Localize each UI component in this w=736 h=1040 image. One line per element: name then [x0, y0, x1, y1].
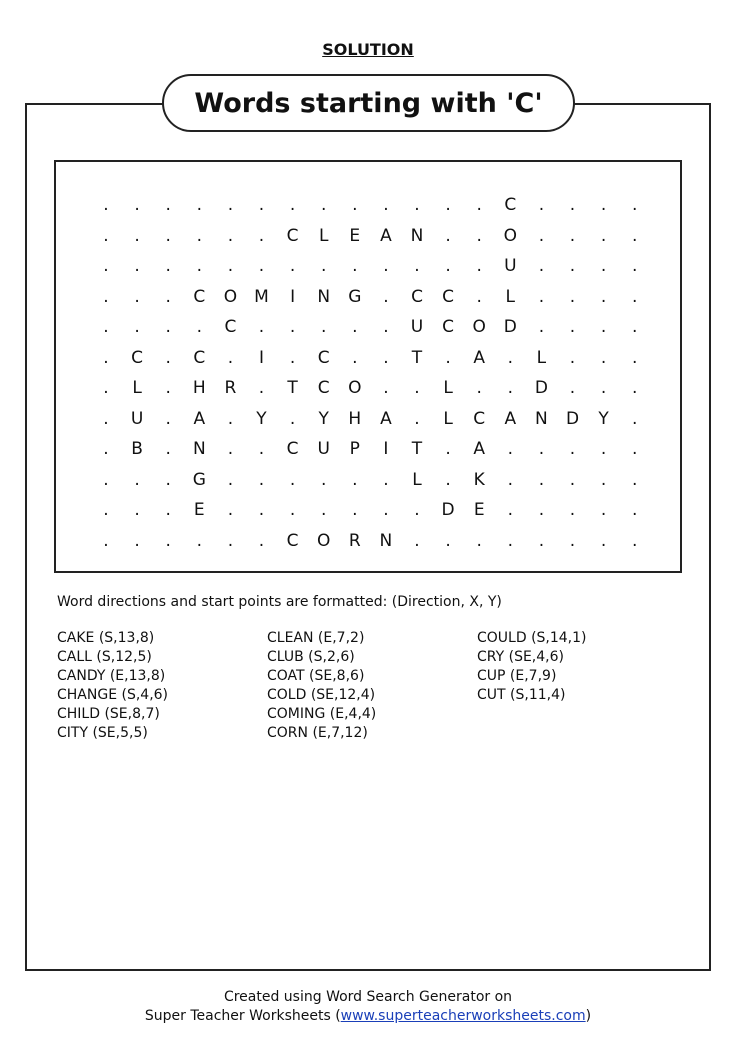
- grid-dot: .: [383, 469, 389, 490]
- grid-dot: .: [196, 225, 202, 246]
- grid-dot: .: [258, 317, 265, 337]
- grid-dot: .: [538, 225, 545, 246]
- grid-dot: .: [289, 408, 296, 429]
- word-list-column-2: [267, 629, 376, 743]
- grid-dot: .: [196, 317, 202, 337]
- grid-dot: .: [445, 530, 451, 551]
- grid-dot: .: [569, 378, 576, 398]
- grid-letter: L: [443, 408, 453, 429]
- grid-dot: .: [538, 317, 545, 337]
- grid-dot: .: [569, 500, 576, 520]
- grid-letter: O: [348, 378, 362, 398]
- grid-dot: .: [196, 530, 202, 551]
- word-list-item: COAT (SE,8,6): [267, 668, 365, 684]
- grid-letter: T: [411, 347, 423, 368]
- grid-dot: .: [569, 256, 576, 276]
- word-list-item: CITY (SE,5,5): [57, 725, 148, 741]
- grid-dot: .: [476, 286, 482, 307]
- grid-dot: .: [538, 286, 545, 307]
- grid-dot: .: [320, 500, 327, 520]
- grid-dot: .: [227, 530, 234, 551]
- grid-letter: G: [192, 469, 206, 490]
- grid-letter: N: [317, 286, 331, 307]
- grid-dot: .: [383, 317, 389, 337]
- grid-dot: .: [600, 500, 607, 520]
- grid-dot: .: [600, 195, 607, 215]
- grid-letter: Y: [318, 408, 329, 429]
- grid-dot: .: [103, 195, 109, 215]
- grid-letter: L: [505, 286, 516, 307]
- grid-dot: .: [569, 317, 576, 337]
- grid-dot: .: [383, 256, 389, 276]
- grid-letter: C: [317, 378, 330, 398]
- grid-letter: B: [131, 439, 143, 459]
- grid-dot: .: [134, 469, 140, 490]
- grid-letter: T: [411, 439, 423, 459]
- grid-dot: .: [631, 469, 638, 490]
- grid-letter: C: [286, 225, 299, 246]
- grid-dot: .: [631, 378, 638, 398]
- grid-dot: .: [476, 225, 482, 246]
- grid-dot: .: [289, 317, 296, 337]
- grid-dot: .: [103, 378, 109, 398]
- grid-dot: .: [445, 469, 451, 490]
- grid-letter: A: [473, 347, 485, 368]
- grid-letter: H: [348, 408, 362, 429]
- grid-dot: .: [103, 530, 109, 551]
- grid-dot: .: [165, 469, 171, 490]
- grid-dot: .: [289, 469, 296, 490]
- word-list-item: CAKE (S,13,8): [57, 630, 155, 646]
- grid-dot: .: [103, 347, 109, 368]
- grid-letter: C: [473, 408, 486, 429]
- grid-dot: .: [476, 378, 482, 398]
- grid-dot: .: [631, 225, 638, 246]
- word-list-column-1: [57, 629, 168, 743]
- grid-dot: .: [103, 439, 109, 459]
- word-list-item: CUT (S,11,4): [477, 687, 566, 703]
- grid-letter: U: [504, 256, 517, 276]
- grid-dot: .: [289, 347, 296, 368]
- grid-dot: .: [507, 500, 513, 520]
- grid-dot: .: [476, 256, 482, 276]
- grid-dot: .: [320, 256, 327, 276]
- grid-dot: .: [165, 347, 171, 368]
- grid-dot: .: [258, 530, 265, 551]
- grid-dot: .: [569, 225, 576, 246]
- word-list-item: COLD (SE,12,4): [267, 687, 376, 703]
- grid-dot: .: [538, 500, 545, 520]
- grid-letter: Y: [598, 408, 609, 429]
- grid-letter: D: [565, 408, 580, 429]
- word-list-item: CORN (E,7,12): [267, 725, 368, 741]
- grid-dot: .: [352, 347, 358, 368]
- grid-dot: .: [165, 408, 171, 429]
- grid-dot: .: [445, 225, 451, 246]
- grid-letter: L: [132, 378, 142, 398]
- grid-dot: .: [414, 195, 420, 215]
- footer-site-link[interactable]: www.superteacherworksheets.com: [340, 1008, 586, 1024]
- grid-letter: A: [193, 408, 206, 429]
- grid-letter: N: [192, 439, 206, 459]
- grid-dot: .: [165, 378, 171, 398]
- grid-dot: .: [320, 317, 327, 337]
- grid-dot: .: [134, 286, 140, 307]
- grid-dot: .: [103, 317, 109, 337]
- grid-letter: U: [317, 439, 330, 459]
- grid-dot: .: [569, 439, 576, 459]
- footer-site-line: [0, 1008, 736, 1024]
- grid-letter: C: [286, 530, 299, 551]
- grid-dot: .: [631, 317, 638, 337]
- word-list-item: CHILD (SE,8,7): [57, 706, 160, 722]
- grid-dot: .: [103, 225, 109, 246]
- grid-dot: .: [600, 317, 607, 337]
- grid-letter: A: [380, 225, 392, 246]
- grid-dot: .: [352, 500, 358, 520]
- grid-dot: .: [227, 439, 234, 459]
- grid-dot: .: [631, 347, 638, 368]
- grid-dot: .: [383, 195, 389, 215]
- grid-dot: .: [320, 195, 327, 215]
- grid-dot: .: [631, 195, 638, 215]
- grid-dot: .: [227, 500, 234, 520]
- word-list-item: CUP (E,7,9): [477, 668, 557, 684]
- grid-dot: .: [134, 317, 140, 337]
- word-list-item: COULD (S,14,1): [477, 630, 587, 646]
- word-list-item: CALL (S,12,5): [57, 649, 152, 665]
- word-list-item: CLEAN (E,7,2): [267, 630, 365, 646]
- word-list-item: CRY (SE,4,6): [477, 649, 564, 665]
- grid-dot: .: [196, 256, 202, 276]
- worksheet-title-text: Words starting with 'C': [194, 87, 543, 119]
- grid-dot: .: [631, 439, 638, 459]
- grid-dot: .: [414, 256, 420, 276]
- grid-letter: C: [224, 317, 237, 337]
- grid-letter: T: [287, 378, 298, 398]
- grid-letter: N: [410, 225, 424, 246]
- grid-dot: .: [538, 195, 545, 215]
- grid-dot: .: [414, 408, 420, 429]
- grid-letter: C: [411, 286, 423, 307]
- grid-dot: .: [103, 500, 109, 520]
- grid-dot: .: [600, 378, 607, 398]
- grid-dot: .: [383, 347, 389, 368]
- grid-letter: R: [348, 530, 361, 551]
- grid-letter: H: [192, 378, 206, 398]
- grid-dot: .: [538, 469, 545, 490]
- grid-dot: .: [507, 347, 513, 368]
- grid-dot: .: [227, 469, 234, 490]
- grid-dot: .: [631, 500, 638, 520]
- grid-dot: .: [289, 195, 296, 215]
- grid-letter: Y: [256, 408, 267, 429]
- grid-dot: .: [165, 500, 171, 520]
- grid-dot: .: [507, 378, 513, 398]
- grid-dot: .: [414, 500, 420, 520]
- grid-dot: .: [600, 347, 607, 368]
- grid-dot: .: [352, 256, 358, 276]
- grid-dot: .: [103, 469, 109, 490]
- grid-letter: N: [379, 530, 393, 551]
- grid-letter: I: [383, 439, 389, 459]
- worksheet-title: [162, 74, 575, 132]
- grid-dot: .: [569, 469, 576, 490]
- grid-dot: .: [165, 256, 171, 276]
- footer-credit-line: Created using Word Search Generator on: [223, 989, 513, 1005]
- grid-letter: D: [503, 317, 517, 337]
- grid-dot: .: [134, 256, 140, 276]
- grid-letter: L: [412, 469, 422, 490]
- grid-dot: .: [352, 469, 358, 490]
- solution-heading: SOLUTION: [322, 40, 414, 59]
- grid-dot: .: [258, 500, 265, 520]
- grid-dot: .: [600, 530, 607, 551]
- grid-dot: .: [600, 469, 607, 490]
- grid-letter: D: [441, 500, 455, 520]
- grid-dot: .: [289, 500, 296, 520]
- word-search-grid: [54, 160, 682, 573]
- grid-dot: .: [383, 378, 389, 398]
- grid-dot: .: [476, 530, 482, 551]
- word-list-item: CANDY (E,13,8): [57, 668, 166, 684]
- grid-dot: .: [538, 530, 545, 551]
- grid-letter: E: [349, 225, 361, 246]
- grid-dot: .: [631, 256, 638, 276]
- grid-dot: .: [227, 256, 234, 276]
- grid-letter: C: [504, 195, 517, 215]
- grid-dot: .: [507, 530, 513, 551]
- grid-dot: .: [631, 408, 638, 429]
- grid-letter: I: [258, 347, 264, 368]
- grid-dot: .: [569, 286, 576, 307]
- grid-letter: L: [536, 347, 547, 368]
- grid-letter: G: [348, 286, 362, 307]
- grid-letter: A: [504, 408, 517, 429]
- grid-dot: .: [600, 225, 607, 246]
- direction-format-note: Word directions and start points are formatted: (Direction, X, Y): [57, 594, 502, 610]
- grid-letter: C: [442, 317, 455, 337]
- word-list-column-3: [477, 629, 587, 705]
- grid-letter: R: [224, 378, 237, 398]
- grid-dot: .: [258, 256, 265, 276]
- grid-dot: .: [227, 347, 234, 368]
- grid-dot: .: [165, 225, 171, 246]
- grid-dot: .: [165, 195, 171, 215]
- grid-dot: .: [289, 256, 296, 276]
- grid-dot: .: [134, 195, 140, 215]
- grid-letter: C: [193, 347, 206, 368]
- grid-letter: O: [472, 317, 486, 337]
- grid-dot: .: [134, 530, 140, 551]
- grid-dot: .: [631, 530, 638, 551]
- grid-letter: N: [535, 408, 548, 429]
- grid-dot: .: [600, 286, 607, 307]
- grid-dot: .: [165, 530, 171, 551]
- grid-dot: .: [600, 439, 607, 459]
- grid-letter: E: [193, 500, 205, 520]
- grid-dot: .: [507, 439, 513, 459]
- grid-letter: A: [380, 408, 392, 429]
- grid-dot: .: [631, 286, 638, 307]
- grid-dot: .: [196, 195, 202, 215]
- grid-dot: .: [165, 317, 171, 337]
- grid-dot: .: [134, 225, 140, 246]
- grid-dot: .: [103, 408, 109, 429]
- grid-dot: .: [134, 500, 140, 520]
- grid-letter: U: [130, 408, 144, 429]
- footer-site-suffix: ): [585, 1008, 592, 1024]
- grid-dot: .: [445, 256, 451, 276]
- grid-dot: .: [569, 530, 576, 551]
- grid-letter: C: [442, 286, 455, 307]
- grid-dot: .: [383, 286, 389, 307]
- grid-dot: .: [320, 469, 327, 490]
- grid-letter: O: [316, 530, 331, 551]
- grid-dot: .: [445, 347, 451, 368]
- grid-dot: .: [258, 225, 265, 246]
- grid-letter: D: [534, 378, 548, 398]
- grid-dot: .: [445, 195, 451, 215]
- grid-letter: C: [193, 286, 206, 307]
- grid-letter: U: [410, 317, 424, 337]
- grid-dot: .: [227, 195, 234, 215]
- grid-letter: O: [503, 225, 517, 246]
- grid-dot: .: [352, 195, 358, 215]
- word-list-item: COMING (E,4,4): [267, 706, 377, 722]
- grid-letter: L: [443, 378, 453, 398]
- grid-dot: .: [600, 256, 607, 276]
- grid-dot: .: [258, 195, 265, 215]
- grid-dot: .: [165, 286, 171, 307]
- grid-dot: .: [165, 439, 171, 459]
- footer-site-prefix: Super Teacher Worksheets (: [144, 1008, 341, 1024]
- word-list-item: CHANGE (S,4,6): [57, 687, 169, 703]
- grid-dot: .: [538, 256, 545, 276]
- grid-dot: .: [445, 439, 451, 459]
- grid-dot: .: [383, 500, 389, 520]
- grid-dot: .: [569, 347, 576, 368]
- grid-dot: .: [258, 439, 265, 459]
- grid-dot: .: [569, 195, 576, 215]
- grid-dot: .: [538, 439, 545, 459]
- grid-letter: C: [317, 347, 330, 368]
- grid-letter: K: [473, 469, 485, 490]
- grid-dot: .: [352, 317, 358, 337]
- grid-dot: .: [258, 378, 265, 398]
- grid-letter: E: [473, 500, 485, 520]
- grid-dot: .: [414, 530, 420, 551]
- grid-letter: C: [131, 347, 144, 368]
- grid-dot: .: [476, 195, 482, 215]
- grid-letter: C: [286, 439, 299, 459]
- grid-letter: M: [254, 286, 269, 307]
- grid-dot: .: [103, 256, 109, 276]
- grid-letter: A: [473, 439, 485, 459]
- grid-letter: P: [349, 439, 360, 459]
- grid-letter: O: [223, 286, 238, 307]
- grid-dot: .: [258, 469, 265, 490]
- grid-dot: .: [507, 469, 513, 490]
- grid-dot: .: [414, 378, 420, 398]
- grid-letter: L: [318, 225, 329, 246]
- grid-dot: .: [227, 225, 234, 246]
- grid-dot: .: [103, 286, 109, 307]
- word-list-item: CLUB (S,2,6): [267, 649, 355, 665]
- grid-letter: I: [290, 286, 296, 307]
- grid-dot: .: [227, 408, 234, 429]
